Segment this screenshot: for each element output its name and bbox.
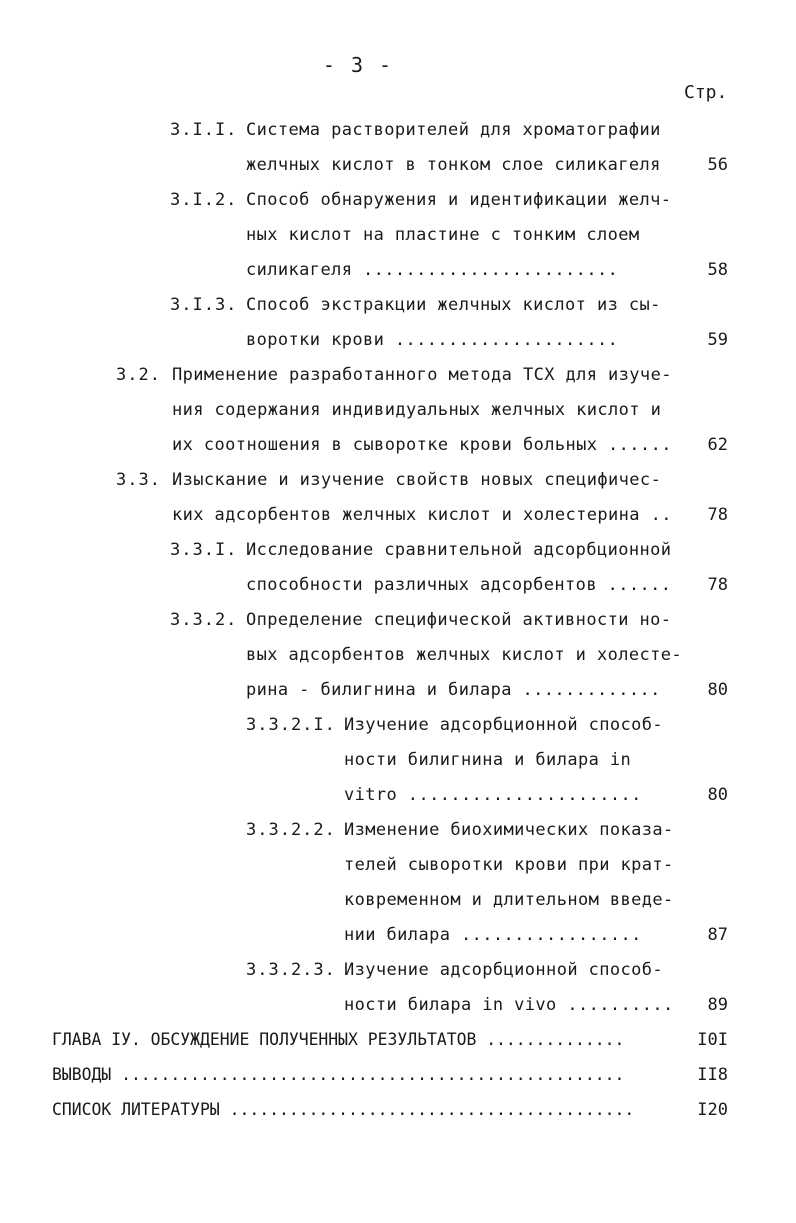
- toc-entry-page: 78: [707, 505, 728, 525]
- toc-entry-line: вых адсорбентов желчных кислот и холесте-: [246, 645, 683, 665]
- toc-entry-line: vitro ......................: [344, 785, 642, 805]
- toc-entry-line: воротки крови .....................: [246, 330, 619, 350]
- toc-entry-number: 3.3.2.3.: [246, 960, 336, 980]
- toc-entry-number: 3.3.2.I.: [246, 715, 336, 735]
- toc-entry-line: Изменение биохимических показа-: [344, 820, 674, 840]
- toc-entry-line: Способ экстракции желчных кислот из сы-: [246, 295, 661, 315]
- toc-entry-line: ния содержания индивидуальных желчных кислот и: [172, 400, 662, 420]
- toc-entry-number: 3.2.: [116, 365, 161, 385]
- toc-entry-page: 59: [707, 330, 728, 350]
- toc-entry-line: телей сыворотки крови при крат-: [344, 855, 674, 875]
- toc-entry-line: ких адсорбентов желчных кислот и холестерина ..: [172, 505, 672, 525]
- toc-entry-line: Система растворителей для хроматографии: [246, 120, 661, 140]
- toc-entry-line: силикагеля ........................: [246, 260, 619, 280]
- toc-entry-line: Определение специфической активности но-: [246, 610, 672, 630]
- toc-entry-line: Применение разработанного метода ТСХ для изуче-: [172, 365, 672, 385]
- page-number: - 3 -: [322, 53, 394, 77]
- toc-entry-line: ковременном и длительном введе-: [344, 890, 674, 910]
- toc-entry-number: 3.I.3.: [170, 295, 238, 315]
- toc-entry-line: Изучение адсорбционной способ-: [344, 715, 664, 735]
- toc-entry-line: ГЛАВА IУ. ОБСУЖДЕНИЕ ПОЛУЧЕННЫХ РЕЗУЛЬТАТОВ ..............: [52, 1030, 625, 1049]
- toc-entry-page: I0I: [697, 1030, 728, 1050]
- toc-entry-line: Способ обнаружения и идентификации желч-: [246, 190, 672, 210]
- toc-entry-page: 87: [707, 925, 728, 945]
- toc-entry-page: 58: [707, 260, 728, 280]
- toc-entry-page: 56: [707, 155, 728, 175]
- toc-entry-number: 3.3.: [116, 470, 161, 490]
- toc-entry-line: ных кислот на пластине с тонким слоем: [246, 225, 640, 245]
- toc-entry-number: 3.3.2.: [170, 610, 238, 630]
- toc-entry-page: 80: [707, 680, 728, 700]
- toc-entry-line: нии билара .................: [344, 925, 642, 945]
- page-column-label: Стр.: [684, 82, 728, 103]
- toc-entry-line: Изучение адсорбционной способ-: [344, 960, 664, 980]
- toc-entry-page: 80: [707, 785, 728, 805]
- toc-entry-line: СПИСОК ЛИТЕРАТУРЫ .........................................: [52, 1100, 635, 1119]
- toc-entry-number: 3.I.2.: [170, 190, 238, 210]
- toc-entry-line: способности различных адсорбентов ......: [246, 575, 672, 595]
- toc-entry-line: их соотношения в сыворотке крови больных ......: [172, 435, 672, 455]
- toc-entry-page: I20: [697, 1100, 728, 1120]
- toc-entry-line: ности билигнина и билара in: [344, 750, 632, 770]
- toc-entry-page: 78: [707, 575, 728, 595]
- toc-entry-page: 62: [707, 435, 728, 455]
- toc-entry-line: рина - билигнина и билара .............: [246, 680, 661, 700]
- toc-entry-page: II8: [697, 1065, 728, 1085]
- toc-entry-line: Изыскание и изучение свойств новых специфичес-: [172, 470, 662, 490]
- toc-entry-line: Исследование сравнительной адсорбционной: [246, 540, 672, 560]
- toc-entry-line: ВЫВОДЫ ...................................................: [52, 1065, 625, 1084]
- toc-entry-number: 3.3.I.: [170, 540, 238, 560]
- toc-entry-number: 3.I.I.: [170, 120, 238, 140]
- toc-entry-page: 89: [707, 995, 728, 1015]
- toc-entry-line: желчных кислот в тонком слое силикагеля: [246, 155, 672, 175]
- toc-entry-number: 3.3.2.2.: [246, 820, 336, 840]
- toc-entry-line: ности билара in vivo ..........: [344, 995, 674, 1015]
